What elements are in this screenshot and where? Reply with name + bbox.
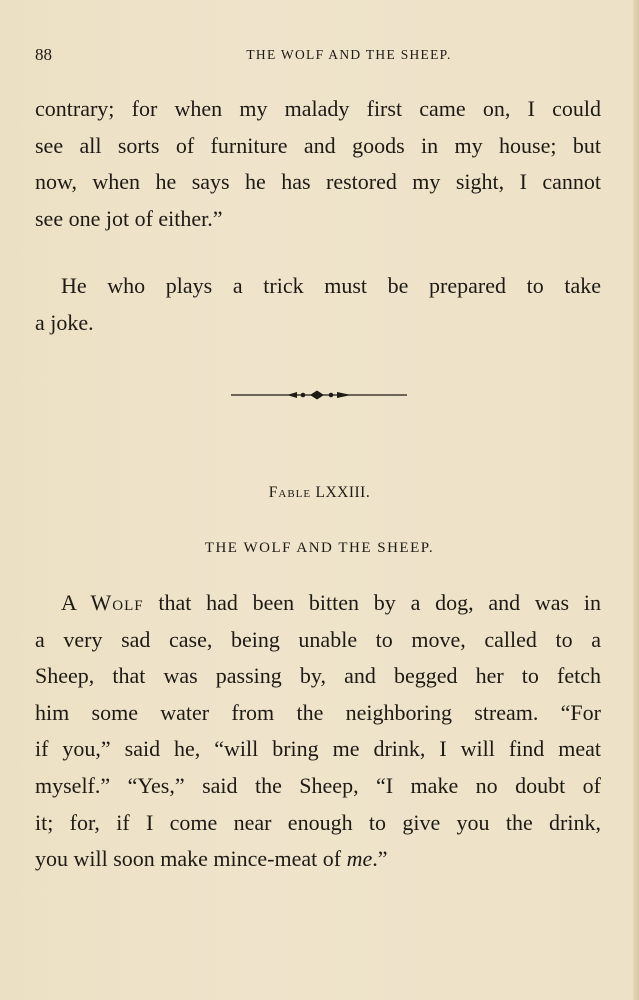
text-line: contrary; for when my malady first came on, I could bbox=[35, 96, 601, 121]
last-line-end: .” bbox=[372, 846, 388, 872]
text-line: a very sad case, being unable to move, called to a bbox=[35, 626, 601, 652]
last-line-start: you will soon make mince-meat of bbox=[35, 846, 347, 872]
text-line: Sheep, that was passing by, and begged her to fetch bbox=[35, 663, 601, 689]
text-line: see all sorts of furniture and goods in my house; but bbox=[35, 132, 601, 158]
fable-number-prefix: Fable bbox=[268, 484, 312, 501]
text-line: if you,” said he, “will bring me drink, I will find meat bbox=[35, 736, 601, 762]
text-line bbox=[35, 841, 601, 878]
text-line: see one jot of either.” bbox=[35, 205, 223, 231]
text-line: it; for, if I come near enough to give you the drink, bbox=[35, 809, 601, 835]
fable-number-roman: LXXIII. bbox=[315, 484, 371, 501]
moral-paragraph bbox=[35, 268, 601, 341]
opening-article: A bbox=[61, 590, 76, 615]
text-line: myself.” “Yes,” said the Sheep, “I make no doubt of bbox=[35, 772, 601, 798]
text-line bbox=[35, 585, 601, 622]
ornament-divider-icon bbox=[231, 388, 407, 402]
running-head: THE WOLF AND THE SHEEP. bbox=[246, 47, 452, 62]
text-line: him some water from the neighboring stream. “For bbox=[35, 699, 601, 725]
opening-word: Wolf bbox=[90, 590, 144, 615]
text-line-rest: that had been bitten by a dog, and was in bbox=[143, 590, 602, 615]
continued-paragraph bbox=[35, 91, 601, 237]
fable-paragraph bbox=[35, 585, 601, 878]
page-header bbox=[35, 45, 603, 69]
fable-number bbox=[0, 484, 639, 502]
text-line: now, when he says he has restored my sight, I cannot bbox=[35, 169, 601, 195]
text-line: a joke. bbox=[35, 309, 94, 335]
page-number: 88 bbox=[35, 45, 52, 64]
fable-title: THE WOLF AND THE SHEEP. bbox=[204, 540, 435, 556]
text-line: He who plays a trick must be prepared to take bbox=[61, 273, 601, 298]
italic-word: me bbox=[346, 846, 373, 872]
